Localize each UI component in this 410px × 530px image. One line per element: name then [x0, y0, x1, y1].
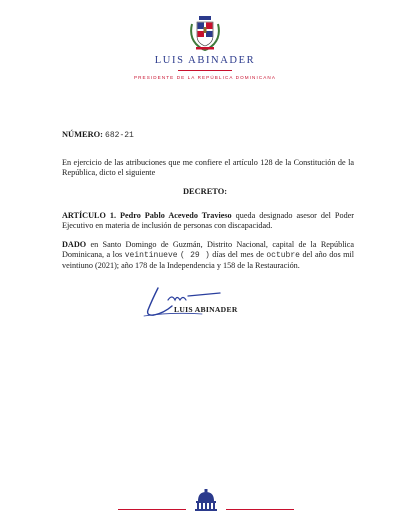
numero-value: 682-21: [105, 131, 134, 140]
decree-number: [62, 130, 134, 140]
dado-text-before: en Santo Domingo de Guzmán, Distrito Nacional, capital de la República Dominicana, a los: [62, 240, 355, 260]
footer-line-right: [226, 509, 294, 510]
articulo-label: ARTÍCULO 1.: [62, 211, 116, 220]
palace-dome-icon: [193, 489, 219, 511]
articulo-person: Pedro Pablo Acevedo Travieso: [120, 211, 232, 220]
intro-paragraph: En ejercicio de las atribuciones que me confiere el artículo 128 de la Constitución de la República, dicto el siguiente: [62, 158, 354, 178]
decreto-title: DECRETO:: [182, 187, 228, 196]
dado-paragraph: [62, 240, 354, 272]
articulo-1-paragraph: [62, 211, 354, 231]
handwritten-signature: [142, 282, 222, 322]
numero-label: NÚMERO:: [62, 130, 103, 139]
dado-month: octubre: [266, 251, 300, 261]
articulo-text: queda designado asesor del Poder Ejecutivo en materia de inclusión de personas con discapacidad.: [62, 211, 355, 231]
header-subtitle: PRESIDENTE DE LA REPÚBLICA DOMINICANA: [133, 75, 277, 80]
dado-text-after: del año dos mil veintiuno (2021); año 178 de la Independencia y 158 de la Restauración.: [62, 250, 355, 271]
dado-label: DADO: [62, 240, 87, 249]
dado-day-words: veintinueve: [124, 251, 178, 261]
footer-line-left: [118, 509, 186, 510]
dado-day-number: ( 29 ): [180, 251, 210, 261]
dado-text-mid: días del mes de: [212, 250, 264, 260]
header-name: LUIS ABINADER: [154, 55, 256, 66]
coat-of-arms-emblem: [188, 12, 222, 52]
header-divider: [178, 70, 232, 71]
signature-name: LUIS ABINADER: [174, 305, 238, 314]
